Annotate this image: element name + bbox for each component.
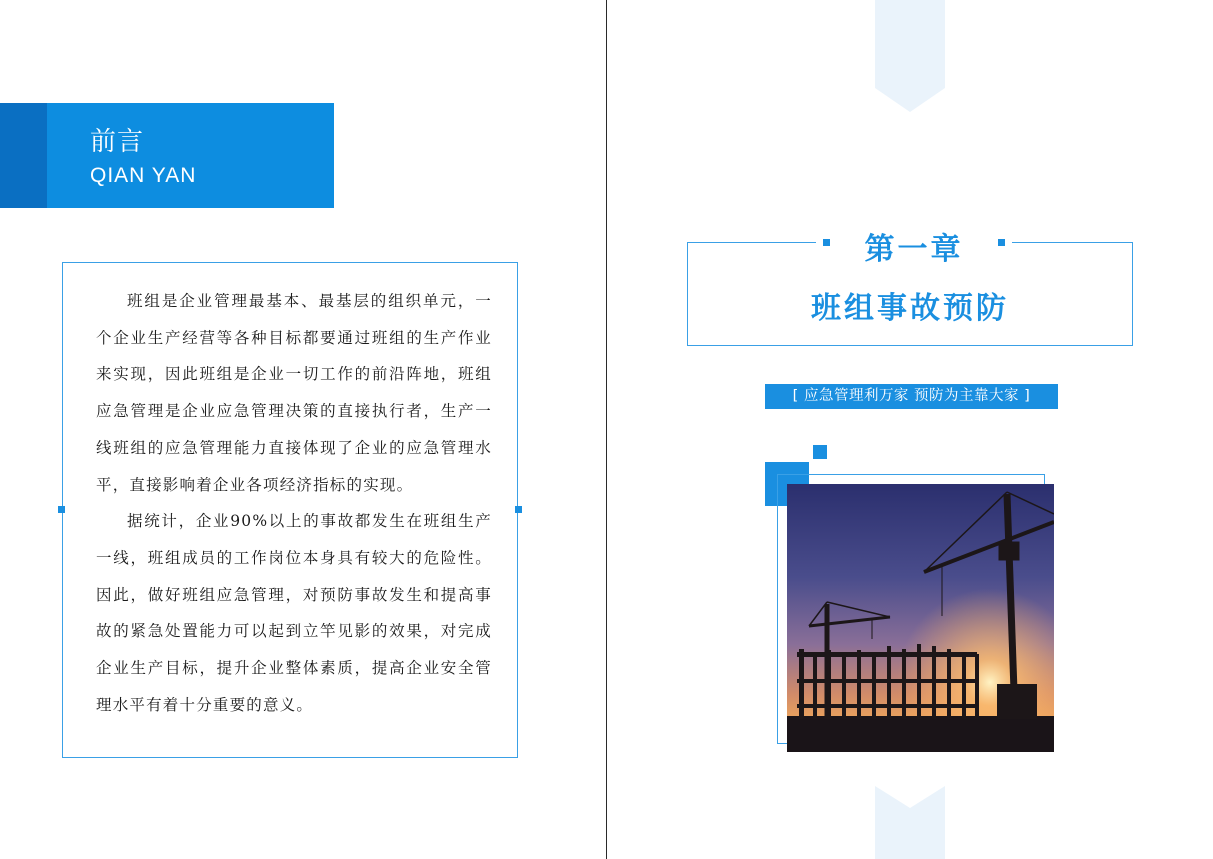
preface-body	[96, 283, 492, 723]
header-banner	[47, 103, 334, 208]
frame-marker-left	[58, 506, 65, 513]
construction-cranes-sunset-photo	[787, 484, 1054, 752]
frame-marker-right	[515, 506, 522, 513]
chapter-title: 班组事故预防	[811, 291, 1009, 326]
preface-paragraph: 据统计，企业90%以上的事故都发生在班组生产一线，班组成员的工作岗位本身具有较大的危险性。因此，做好班组应急管理，对预防事故发生和提高事故的紧急处置能力可以起到立竿见影的效果，对完成企业生产目标，提升企业整体素质，提高企业安全管理水平有着十分重要的意义。	[96, 512, 492, 714]
chevron-bottom-icon	[875, 786, 945, 859]
header-accent-bar	[0, 103, 47, 208]
page-title: 前言	[90, 127, 145, 157]
page-subtitle: QIAN YAN	[90, 164, 197, 187]
left-page	[0, 0, 606, 859]
chevron-top-icon	[875, 0, 945, 112]
preface-paragraph: 班组是企业管理最基本、最基层的组织单元，一个企业生产经营等各种目标都要通过班组的生产作业来实现，因此班组是企业一切工作的前沿阵地，班组应急管理是企业应急管理决策的直接执行者，生产一线班组的应急管理能力直接体现了企业的应急管理水平，直接影响着企业各项经济指标的实现。	[96, 292, 492, 494]
slogan-banner: [ 应急管理利万家 预防为主靠大家 ]	[765, 384, 1058, 409]
photo-accent-small	[813, 445, 827, 459]
construction-photo	[787, 484, 1054, 752]
chapter-number: 第一章	[864, 232, 964, 267]
